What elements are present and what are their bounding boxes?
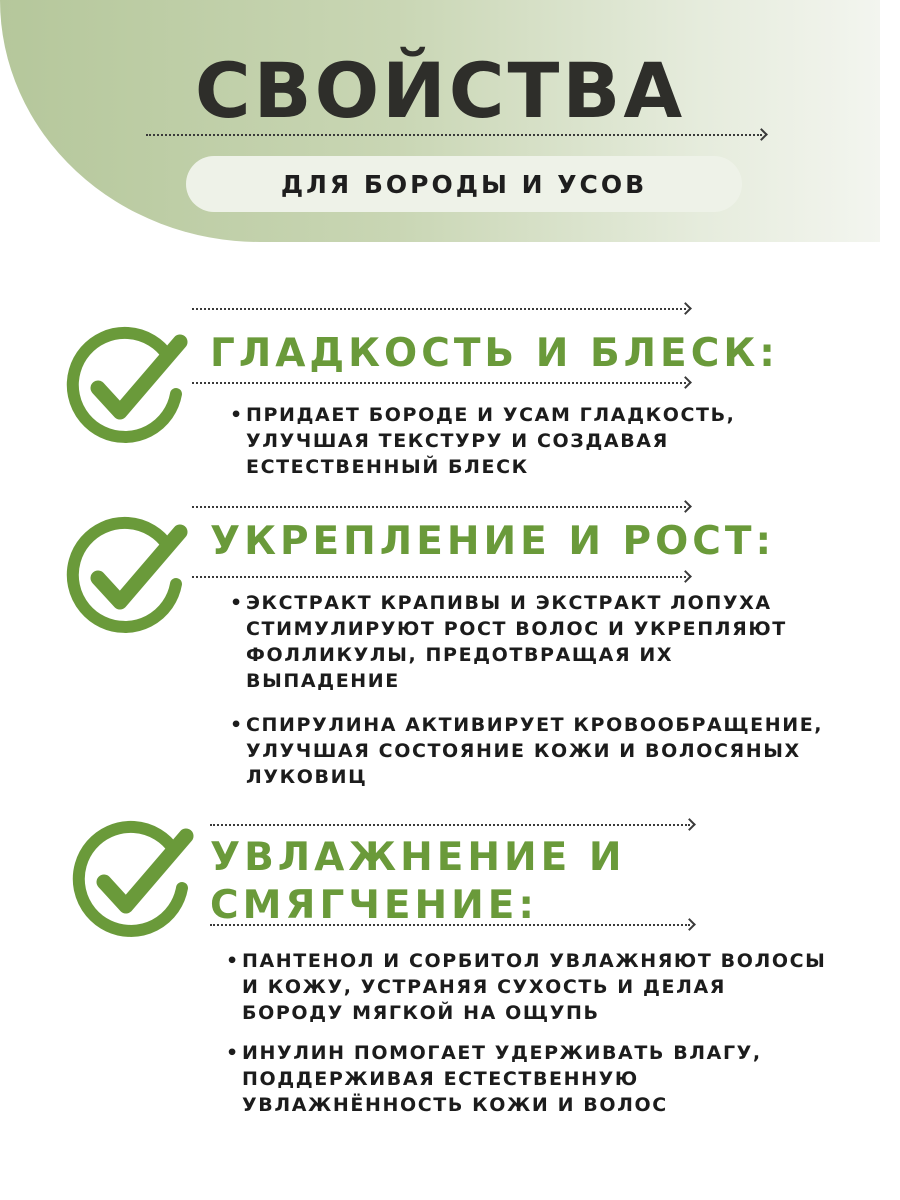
subtitle-badge <box>186 156 742 212</box>
section-divider-arrow <box>192 308 686 310</box>
checkmark-circle-icon <box>66 814 198 946</box>
checkmark-circle-icon <box>60 510 192 642</box>
section-divider-arrow <box>210 824 690 826</box>
title-divider-arrow <box>146 134 762 136</box>
checkmark-circle-icon <box>60 320 192 452</box>
section-bullet: • СПИРУЛИНА АКТИВИРУЕТ КРОВООБРАЩЕНИЕ, УЛУЧШАЯ СОСТОЯНИЕ КОЖИ И ВОЛОСЯНЫХ ЛУКОВИЦ <box>246 712 826 790</box>
section-bullet: • ИНУЛИН ПОМОГАЕТ УДЕРЖИВАТЬ ВЛАГУ, ПОДДЕРЖИВАЯ ЕСТЕСТВЕННУЮ УВЛАЖНЁННОСТЬ КОЖИ И ВОЛОС <box>242 1040 802 1118</box>
section-heading-strengthening: УКРЕПЛЕНИЕ И РОСТ: <box>210 519 776 564</box>
section-bullet: • ПАНТЕНОЛ И СОРБИТОЛ УВЛАЖНЯЮТ ВОЛОСЫ И КОЖУ, УСТРАНЯЯ СУХОСТЬ И ДЕЛАЯ БОРОДУ МЯГКОЙ НА ОЩУПЬ <box>242 948 832 1026</box>
section-divider-arrow <box>192 576 686 578</box>
section-divider-arrow <box>210 924 690 926</box>
page-title: СВОЙСТВА <box>194 46 686 135</box>
section-heading-moisturizing: УВЛАЖНЕНИЕ И СМЯГЧЕНИЕ: <box>210 835 626 928</box>
subtitle-text: ДЛЯ БОРОДЫ И УСОВ <box>280 169 648 199</box>
section-divider-arrow <box>192 506 686 508</box>
section-bullet: • ЭКСТРАКТ КРАПИВЫ И ЭКСТРАКТ ЛОПУХА СТИМУЛИРУЮТ РОСТ ВОЛОС И УКРЕПЛЯЮТ ФОЛЛИКУЛЫ, ПРЕДОТВРАЩАЯ ИХ ВЫПАДЕНИЕ <box>246 590 826 694</box>
section-heading-smoothness: ГЛАДКОСТЬ И БЛЕСК: <box>210 331 779 376</box>
section-divider-arrow <box>192 382 686 384</box>
section-bullet: • ПРИДАЕТ БОРОДЕ И УСАМ ГЛАДКОСТЬ, УЛУЧШАЯ ТЕКСТУРУ И СОЗДАВАЯ ЕСТЕСТВЕННЫЙ БЛЕСК <box>246 402 806 480</box>
